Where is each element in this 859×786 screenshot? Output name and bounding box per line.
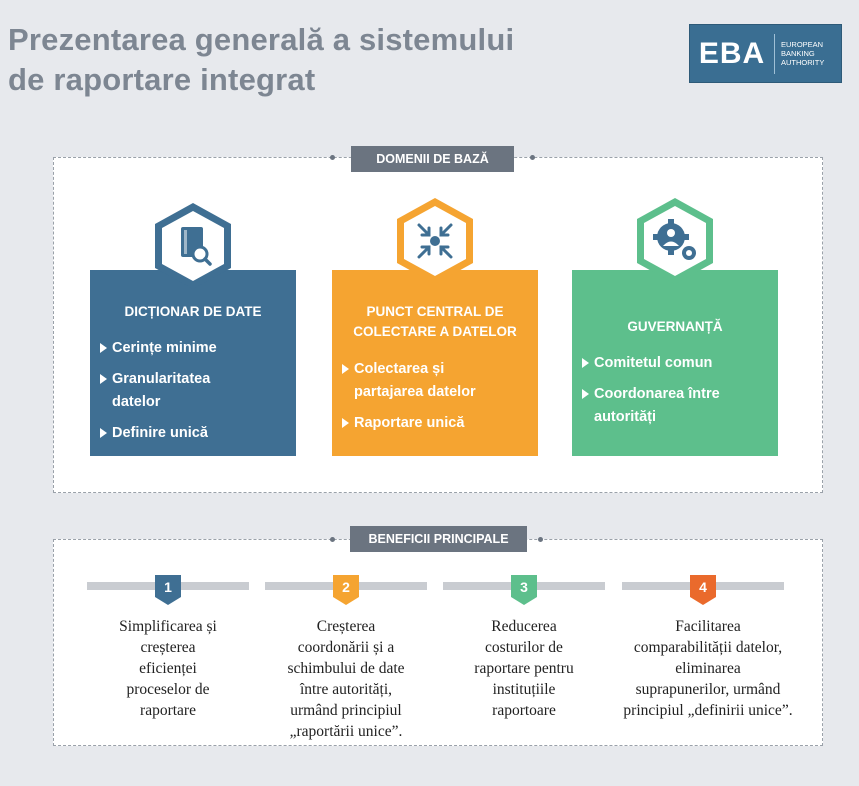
card-bullet: Coordonarea între autorități: [582, 383, 772, 429]
gear-person-icon: [629, 195, 721, 287]
card-bullet: Colectarea și partajarea datelor: [342, 358, 532, 404]
card-bullet: Cerințe minime: [100, 337, 290, 360]
benefit-number: 4: [699, 579, 707, 595]
benefit-text: Reducerea costurilor de raportare pentru instituțiile raportoare: [474, 618, 574, 719]
card-title: GUVERNANȚĂ: [627, 319, 723, 334]
benefit-text: Simplificarea și creșterea eficienței proceselor de raportare: [119, 618, 217, 719]
card-central-collection-point: [332, 270, 538, 456]
eba-logo: [689, 24, 842, 83]
benefits-label: BENEFICII PRINCIPALE: [350, 526, 527, 552]
card-bullet: Definire unică: [100, 422, 290, 445]
label-dot-left: [330, 537, 335, 542]
benefit-text: Facilitarea comparabilității datelor, eliminarea suprapunerilor, urmând principiul „definirii unice”.: [623, 618, 793, 719]
benefit-text: Creșterea coordonării și a schimbului de date între autorități, urmând principiul „raportării unice”.: [287, 618, 405, 740]
card-title: PUNCT CENTRAL DE COLECTARE A DATELOR: [353, 304, 517, 339]
converge-arrows-icon: [389, 195, 481, 287]
benefit-number: 1: [164, 579, 172, 595]
logo-full-name: EUROPEAN BANKING AUTHORITY: [781, 40, 825, 67]
card-bullet: Comitetul comun: [582, 352, 772, 375]
page-title: Prezentarea generală a sistemului de raportare integrat: [8, 22, 515, 97]
label-dot-right: [530, 155, 535, 160]
card-data-dictionary: [90, 270, 296, 456]
card-bullet: Granularitatea datelor: [100, 368, 290, 414]
label-dot-left: [330, 155, 335, 160]
benefit-number: 3: [520, 579, 528, 595]
benefit-number: 2: [342, 579, 350, 595]
label-dot-right: [538, 537, 543, 542]
logo-abbr: EBA: [698, 36, 766, 70]
book-search-icon: [147, 200, 239, 292]
card-title: DICȚIONAR DE DATE: [124, 304, 262, 319]
card-bullet: Raportare unică: [342, 412, 532, 435]
core-domains-label: DOMENII DE BAZĂ: [351, 146, 514, 172]
card-governance: [572, 270, 778, 456]
